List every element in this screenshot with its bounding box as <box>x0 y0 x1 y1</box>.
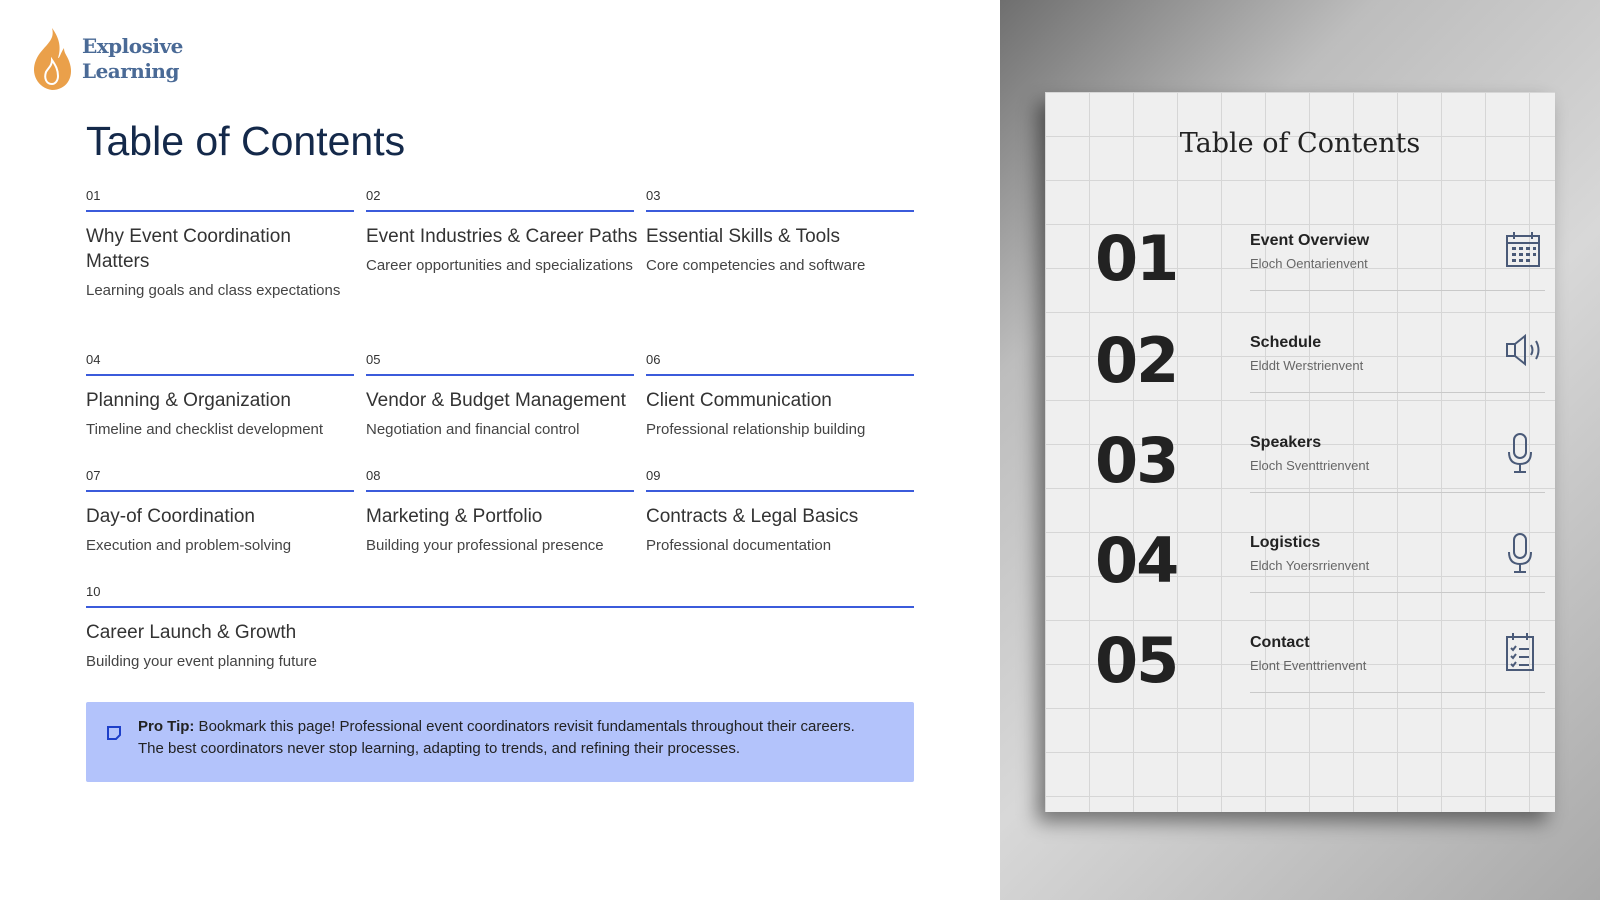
paper-title: Table of Contents <box>1179 128 1421 159</box>
toc-number: 01 <box>86 188 354 212</box>
speaker-icon <box>1505 332 1549 368</box>
paper-entry <box>1095 624 1515 724</box>
toc-desc: Core competencies and software <box>646 257 866 274</box>
toc-item[interactable] <box>86 352 354 468</box>
toc-desc: Career opportunities and specializations <box>366 257 633 274</box>
toc-number: 09 <box>646 468 914 492</box>
toc-title: Marketing & Portfolio <box>366 506 543 527</box>
paper-number: 04 <box>1095 524 1178 597</box>
toc-desc: Professional relationship building <box>646 421 866 438</box>
toc-desc: Learning goals and class expectations <box>86 282 341 299</box>
paper-entry <box>1095 524 1515 624</box>
paper-entry <box>1095 324 1515 424</box>
paper-number: 03 <box>1095 424 1178 497</box>
illustration-panel <box>1000 0 1600 900</box>
flame-icon <box>28 26 74 92</box>
toc-desc: Execution and problem-solving <box>86 537 292 554</box>
brand-name-1: Explosive <box>82 34 183 58</box>
toc-title: Why Event Coordination Matters <box>86 226 291 272</box>
toc-grid <box>86 188 914 673</box>
brand-name-2: Learning <box>82 59 179 83</box>
paper-entry <box>1095 222 1515 322</box>
paper-number: 01 <box>1095 222 1178 295</box>
paper-number: 02 <box>1095 324 1178 397</box>
toc-title: Essential Skills & Tools <box>646 226 840 247</box>
paper-entry-title: Speakers <box>1250 434 1322 451</box>
toc-item[interactable] <box>86 584 914 673</box>
paper-entry-title: Logistics <box>1250 534 1321 551</box>
pro-tip-label: Pro Tip: <box>138 718 195 735</box>
toc-desc: Building your event planning future <box>86 653 317 670</box>
pro-tip-callout <box>86 702 914 782</box>
paper-entry-title: Event Overview <box>1250 232 1370 249</box>
paper-entry-sub: Eldch Yoersrrienvent <box>1250 558 1370 573</box>
toc-desc: Professional documentation <box>646 537 832 554</box>
toc-title: Vendor & Budget Management <box>366 390 626 411</box>
toc-title: Planning & Organization <box>86 390 291 411</box>
toc-desc: Building your professional presence <box>366 537 604 554</box>
toc-title: Career Launch & Growth <box>86 622 297 643</box>
paper-entry-sub: Elont Eventtrienvent <box>1250 658 1367 673</box>
paper-number: 05 <box>1095 624 1178 697</box>
toc-item[interactable] <box>366 352 634 468</box>
toc-item[interactable] <box>86 468 354 584</box>
note-icon <box>106 725 122 741</box>
toc-item[interactable] <box>646 352 914 468</box>
pro-tip-text: Bookmark this page! Professional event coordinators revisit fundamentals throughout their careers. The best coordinators never stop learning, adapting to trends, and refining their processes. <box>138 718 855 757</box>
toc-item[interactable] <box>646 468 914 584</box>
toc-item[interactable] <box>646 188 914 352</box>
toc-desc: Timeline and checklist development <box>86 421 324 438</box>
toc-title: Contracts & Legal Basics <box>646 506 859 527</box>
toc-title: Day-of Coordination <box>86 506 255 527</box>
paper-entry-sub: Elddt Werstrienvent <box>1250 358 1364 373</box>
toc-item[interactable] <box>86 188 354 352</box>
paper-entry <box>1095 424 1515 524</box>
toc-number: 04 <box>86 352 354 376</box>
toc-item[interactable] <box>366 468 634 584</box>
brand-logo <box>28 26 183 92</box>
toc-item[interactable] <box>366 188 638 352</box>
toc-number: 05 <box>366 352 634 376</box>
toc-paper-image <box>1045 92 1555 812</box>
paper-entry-title: Contact <box>1250 634 1310 651</box>
toc-number: 10 <box>86 584 914 608</box>
toc-title: Client Communication <box>646 390 832 411</box>
toc-number: 08 <box>366 468 634 492</box>
page-title: Table of Contents <box>86 118 406 164</box>
toc-title: Event Industries & Career Paths <box>366 226 638 247</box>
toc-number: 02 <box>366 188 634 212</box>
checklist-icon <box>1505 632 1535 672</box>
toc-desc: Negotiation and financial control <box>366 421 580 438</box>
toc-number: 03 <box>646 188 914 212</box>
toc-number: 06 <box>646 352 914 376</box>
paper-entry-title: Schedule <box>1250 334 1322 351</box>
microphone-icon <box>1505 432 1535 474</box>
microphone-icon <box>1505 532 1535 574</box>
toc-number: 07 <box>86 468 354 492</box>
calendar-icon <box>1505 230 1541 268</box>
paper-entry-sub: Eloch Sventtrienvent <box>1250 458 1370 473</box>
paper-entry-sub: Eloch Oentarienvent <box>1250 256 1368 271</box>
